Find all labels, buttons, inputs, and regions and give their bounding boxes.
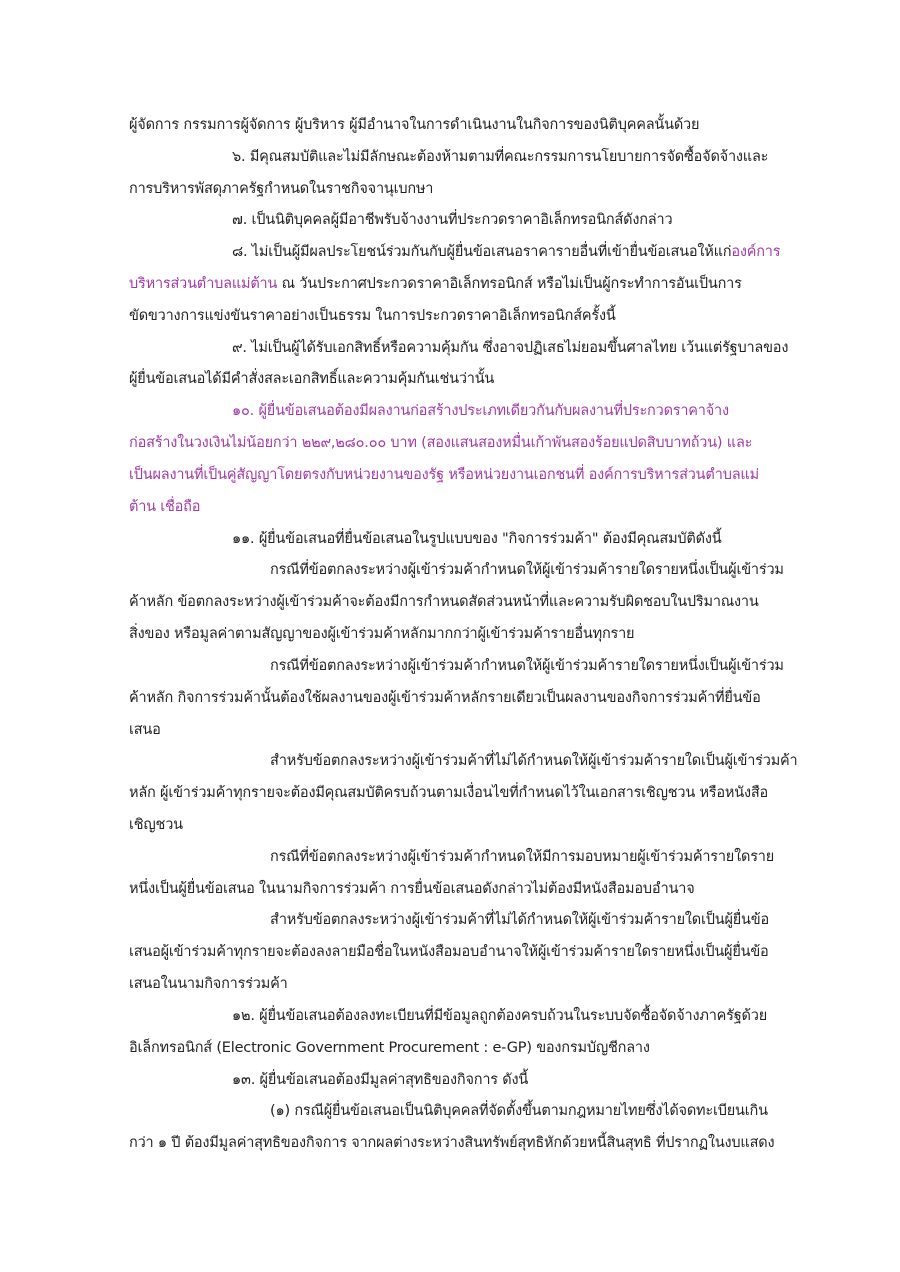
text-line [232, 242, 780, 262]
text-line: สำหรับข้อตกลงระหว่างผู้เข้าร่วมค้าที่ไม่ได้กำหนดให้ผู้เข้าร่วมค้ารายใดเป็นผู้เข้าร่วมค้า [270, 753, 798, 769]
text-line: ๙. ไม่เป็นผู้ได้รับเอกสิทธิ์หรือความคุ้มกัน ซึ่งอาจปฏิเสธไม่ยอมขึ้นศาลไทย เว้นแต่รัฐบาลของ [232, 340, 789, 356]
text-line: กรณีที่ข้อตกลงระหว่างผู้เข้าร่วมค้ากำหนดให้ผู้เข้าร่วมค้ารายใดรายหนึ่งเป็นผู้เข้าร่วม [270, 562, 784, 578]
text-line: ผู้จัดการ กรรมการผู้จัดการ ผู้บริหาร ผู้มีอำนาจในการดำเนินงานในกิจการของนิติบุคคลนั้นด้วย [129, 117, 700, 133]
text-line: สำหรับข้อตกลงระหว่างผู้เข้าร่วมค้าที่ไม่ได้กำหนดให้ผู้เข้าร่วมค้ารายใดเป็นผู้ยื่นข้อ [270, 912, 769, 928]
text-line: ๑๑. ผู้ยื่นข้อเสนอที่ยื่นข้อเสนอในรูปแบบของ "กิจการร่วมค้า" ต้องมีคุณสมบัติดังนี้ [232, 531, 722, 547]
text-line: สิ่งของ หรือมูลค่าตามสัญญาของผู้เข้าร่วมค้าหลักมากกว่าผู้เข้าร่วมค้ารายอื่นทุกราย [129, 626, 635, 642]
text-line: ๑๒. ผู้ยื่นข้อเสนอต้องลงทะเบียนที่มีข้อมูลถูกต้องครบถ้วนในระบบจัดซื้อจัดจ้างภาครัฐด้วย [232, 1008, 767, 1024]
text-line: ๖. มีคุณสมบัติและไม่มีลักษณะต้องห้ามตามที่คณะกรรมการนโยบายการจัดซื้อจัดจ้างและ [232, 149, 769, 165]
text-segment: ๘. ไม่เป็นผู้มีผลประโยชน์ร่วมกันกับผู้ยื่นข้อเสนอราคารายอื่นที่เข้ายื่นข้อเสนอให้แก่ [232, 244, 732, 260]
text-line: หนึ่งเป็นผู้ยื่นข้อเสนอ ในนามกิจการร่วมค้า การยื่นข้อเสนอดังกล่าวไม่ต้องมีหนังสือมอบอำนาจ [129, 881, 695, 897]
text-line: เสนอ [129, 722, 161, 738]
text-line: ค้าหลัก ข้อตกลงระหว่างผู้เข้าร่วมค้าจะต้องมีการกำหนดสัดส่วนหน้าที่และความรับผิดชอบในปริมาณงาน [129, 594, 759, 610]
highlighted-text: องค์การ [731, 244, 781, 260]
text-line: เป็นผลงานที่เป็นคู่สัญญาโดยตรงกับหน่วยงานของรัฐ หรือหน่วยงานเอกชนที่ องค์การบริหารส่วนตำบลแม่ [129, 467, 759, 483]
text-line: กว่า ๑ ปี ต้องมีมูลค่าสุทธิของกิจการ จากผลต่างระหว่างสินทรัพย์สุทธิหักด้วยหนี้สินสุทธิ ที่ปรากฏในงบแสดง [129, 1135, 775, 1151]
text-line: กรณีที่ข้อตกลงระหว่างผู้เข้าร่วมค้ากำหนดให้มีการมอบหมายผู้เข้าร่วมค้ารายใดราย [270, 849, 775, 865]
text-segment: ณ วันประกาศประกวดราคาอิเล็กทรอนิกส์ หรือไม่เป็นผู้กระทำการอันเป็นการ [277, 276, 742, 292]
text-line: ๗. เป็นนิติบุคคลผู้มีอาชีพรับจ้างงานที่ประกวดราคาอิเล็กทรอนิกส์ดังกล่าว [232, 212, 673, 228]
text-line: การบริหารพัสดุภาครัฐกำหนดในราชกิจจานุเบกษา [129, 181, 434, 197]
text-line: เชิญชวน [129, 817, 183, 833]
text-line: ผู้ยื่นข้อเสนอได้มีคำสั่งสละเอกสิทธิ์และความคุ้มกันเช่นว่านั้น [129, 371, 495, 387]
text-line: ขัดขวางการแข่งขันราคาอย่างเป็นธรรม ในการประกวดราคาอิเล็กทรอนิกส์ครั้งนี้ [129, 308, 616, 324]
highlighted-text: บริหารส่วนตำบลแม่ต้าน [129, 276, 278, 292]
text-line: เสนอผู้เข้าร่วมค้าทุกรายจะต้องลงลายมือชื่อในหนังสือมอบอำนาจให้ผู้เข้าร่วมค้ารายใดรายหนึ่งเป็นผู้ยื่นข้อ [129, 944, 769, 960]
text-line: อิเล็กทรอนิกส์ (Electronic Government Procurement : e-GP) ของกรมบัญชีกลาง [129, 1040, 650, 1056]
text-line: กรณีที่ข้อตกลงระหว่างผู้เข้าร่วมค้ากำหนดให้ผู้เข้าร่วมค้ารายใดรายหนึ่งเป็นผู้เข้าร่วม [270, 658, 784, 674]
text-line: เสนอในนามกิจการร่วมค้า [129, 976, 288, 992]
text-line: ค้าหลัก กิจการร่วมค้านั้นต้องใช้ผลงานของผู้เข้าร่วมค้าหลักรายเดียวเป็นผลงานของกิจการร่วมค้าที่ยื่นข้อ [129, 690, 761, 706]
text-line: (๑) กรณีผู้ยื่นข้อเสนอเป็นนิติบุคคลที่จัดตั้งขึ้นตามกฎหมายไทยซึ่งได้จดทะเบียนเกิน [270, 1103, 768, 1119]
text-line: หลัก ผู้เข้าร่วมค้าทุกรายจะต้องมีคุณสมบัติครบถ้วนตามเงื่อนไขที่กำหนดไว้ในเอกสารเชิญชวน หรือหนังสือ [129, 785, 769, 801]
text-line: ๑๓. ผู้ยื่นข้อเสนอต้องมีมูลค่าสุทธิของกิจการ ดังนี้ [232, 1072, 529, 1088]
text-line: ๑๐. ผู้ยื่นข้อเสนอต้องมีผลงานก่อสร้างประเภทเดียวกันกับผลงานที่ประกวดราคาจ้าง [232, 403, 729, 419]
text-line: ก่อสร้างในวงเงินไม่น้อยกว่า ๒๒๙,๒๘๐.๐๐ บาท (สองแสนสองหมื่นเก้าพันสองร้อยแปดสิบบาทถ้วน) และ [129, 435, 753, 451]
text-line [129, 274, 742, 294]
text-line: ต้าน เชื่อถือ [129, 499, 201, 515]
